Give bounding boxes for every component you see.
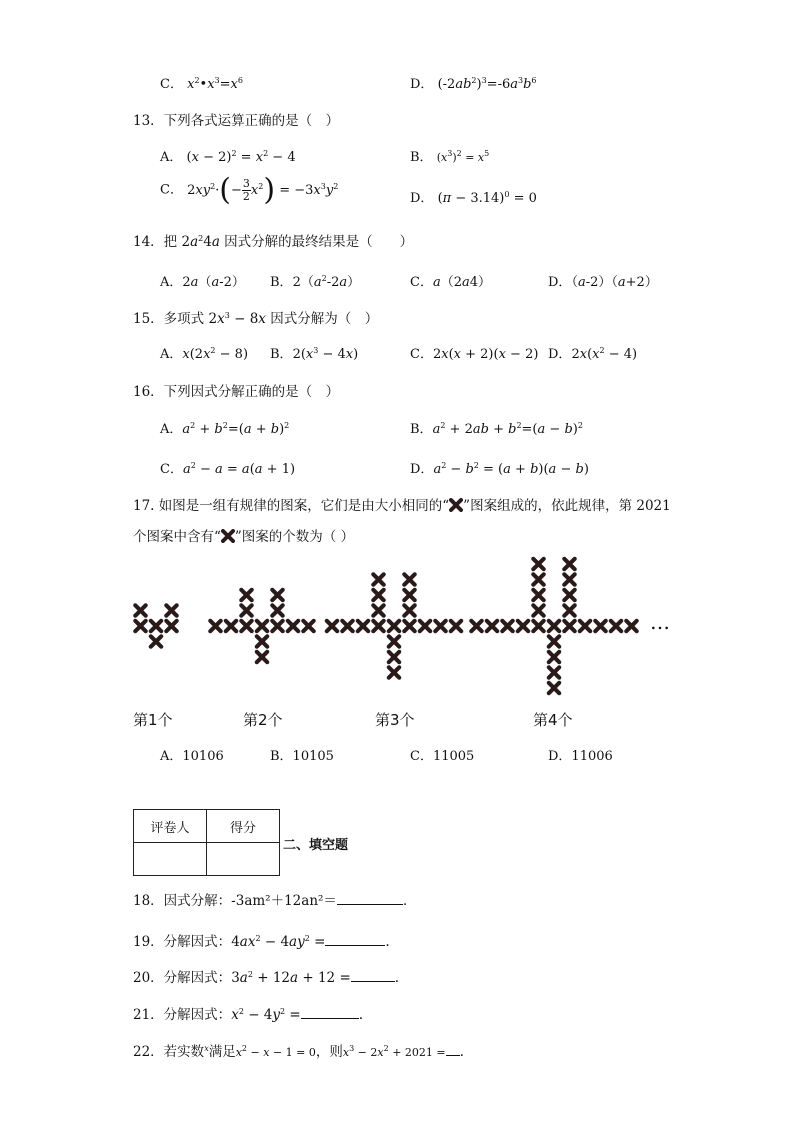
cross-mark — [358, 621, 368, 631]
question-14-stem — [133, 230, 413, 250]
stem-text: ”图案组成的，依此规律，第 2021 — [463, 498, 671, 514]
option-label: B． — [270, 347, 293, 362]
cross-mark — [564, 574, 574, 584]
q12-option-c — [160, 73, 243, 92]
cross-mark — [303, 621, 313, 631]
score-table — [133, 809, 280, 876]
q14-option-c — [410, 271, 491, 290]
cross-mark — [549, 683, 559, 693]
answer-blank[interactable] — [446, 1043, 460, 1056]
cross-mark — [518, 621, 528, 631]
option-label: B． — [410, 422, 433, 437]
q13-option-b — [410, 146, 489, 165]
math-expr: $x^2•x^3=x^6$ — [187, 76, 243, 92]
option-label: A． — [160, 422, 183, 437]
answer-blank[interactable] — [301, 1006, 359, 1019]
cross-mark — [404, 574, 414, 584]
question-13-stem: 13．下列各式运算正确的是（ ） — [133, 113, 340, 129]
option-label: D． — [548, 275, 572, 290]
math-expr: $x^3 - 2x^2 + 2021$ = — [342, 1044, 446, 1059]
math-expr: $(-2ab^2)^3=-6a^3b^6$ — [437, 76, 537, 92]
cross-mark — [373, 605, 383, 615]
cross-mark — [404, 590, 414, 600]
math-expr: $x^2 - x - 1 = 0$ — [235, 1044, 316, 1059]
cross-mark — [272, 590, 282, 600]
q14-option-a — [160, 271, 245, 290]
math-expr: $2x(x^2 - 4)$ — [571, 346, 638, 362]
option-label: B． — [410, 150, 433, 165]
math-expr: $4ax^2 - 4ay^2$ = — [231, 934, 326, 950]
reviewer-header: 评卷人 — [134, 810, 207, 843]
cross-mark — [241, 621, 251, 631]
math-expr: $a^2 + b^2=(a + b)^2$ — [182, 421, 290, 437]
option-label: A． — [160, 347, 183, 362]
cross-mark — [533, 605, 543, 615]
cross-mark — [241, 605, 251, 615]
option-label: C． — [410, 275, 433, 290]
option-label: C． — [410, 347, 433, 362]
math-expr: a（2a4） — [432, 275, 492, 290]
cross-mark — [288, 621, 298, 631]
figure-label-1: 第1个 — [133, 711, 173, 729]
figure-label-3: 第3个 — [375, 711, 415, 729]
q13-option-c — [160, 172, 339, 207]
math-expr: $(x^3)^2 = x^5$ — [436, 149, 490, 164]
stem-text: 15．多项式 — [133, 311, 209, 327]
reviewer-cell[interactable] — [134, 843, 207, 876]
math-expr: $x(2x^2 - 8)$ — [182, 346, 249, 362]
score-header: 得分 — [207, 810, 280, 843]
cross-mark — [471, 621, 481, 631]
cross-mark — [373, 621, 383, 631]
answer-blank[interactable] — [337, 892, 403, 905]
cross-mark — [549, 636, 559, 646]
cross-mark — [564, 605, 574, 615]
cross-mark — [272, 605, 282, 615]
figure-label-4: 第4个 — [533, 711, 573, 729]
cross-mark — [373, 574, 383, 584]
stem-text: . — [394, 970, 400, 986]
cross-mark — [272, 621, 282, 631]
cross-pattern-figure — [0, 545, 794, 705]
cross-icon — [221, 529, 235, 543]
stem-text: 17. 如图是一组有规律的图案，它们是由大小相同的“ — [133, 498, 450, 514]
stem-text: . — [358, 1007, 364, 1023]
math-expr: 2a（a-2） — [182, 275, 245, 290]
question-21 — [133, 1003, 363, 1023]
cross-mark — [549, 652, 559, 662]
q17-option-b: B．10105 — [270, 749, 334, 764]
q15-option-b — [270, 343, 358, 362]
cross-mark — [389, 652, 399, 662]
q15-option-a — [160, 343, 248, 362]
q16-option-d — [410, 458, 589, 477]
cross-mark — [342, 621, 352, 631]
score-cell[interactable] — [207, 843, 280, 876]
cross-mark — [257, 621, 267, 631]
question-17-stem-line1 — [133, 494, 671, 514]
answer-blank[interactable] — [325, 933, 385, 946]
q17-option-d: D．11006 — [548, 749, 613, 764]
cross-mark — [533, 559, 543, 569]
cross-mark — [435, 621, 445, 631]
q17-option-c: C．11005 — [410, 749, 475, 764]
math-expr: 2x(x + 2)(x − 2) — [432, 347, 539, 362]
option-label: A． — [160, 150, 183, 165]
math-expr: $3a^2 + 12a + 12$ = — [231, 970, 351, 986]
cross-mark — [564, 559, 574, 569]
q15-option-d — [548, 343, 637, 362]
q13-option-d — [410, 187, 537, 206]
cross-mark — [241, 590, 251, 600]
q16-option-b — [410, 418, 583, 437]
option-label: D． — [410, 77, 434, 92]
cross-mark — [373, 590, 383, 600]
math-expr: $x^2 - 4y^2$ = — [231, 1007, 301, 1023]
cross-mark — [564, 590, 574, 600]
ellipsis: … — [650, 610, 674, 634]
cross-mark — [451, 621, 461, 631]
cross-mark — [166, 621, 176, 631]
math-expr: $2(x^3 - 4x)$ — [292, 346, 359, 362]
q14-option-d — [548, 271, 658, 290]
cross-mark — [549, 621, 559, 631]
question-16-stem: 16．下列因式分解正确的是（ ） — [133, 384, 340, 400]
option-label: C． — [160, 77, 183, 92]
cross-mark — [487, 621, 497, 631]
cross-mark — [502, 621, 512, 631]
q14-option-b — [270, 271, 360, 290]
math-expr: $(\pi - 3.14)^0 = 0$ — [437, 190, 537, 206]
cross-mark — [533, 621, 543, 631]
option-label: D． — [410, 191, 434, 206]
cross-mark — [533, 590, 543, 600]
cross-mark — [580, 621, 590, 631]
math-expr: $a^2 - b^2 = (a + b)(a - b)$ — [433, 461, 589, 477]
section-title: 二、填空题 — [283, 838, 349, 853]
cross-mark — [166, 605, 176, 615]
stem-text: 14．把 — [133, 234, 182, 250]
cross-mark — [564, 621, 574, 631]
math-expr: $2a^24a$ — [181, 234, 220, 250]
cross-mark — [626, 621, 636, 631]
cross-mark — [151, 636, 161, 646]
stem-text: 个图案中含有“ — [133, 529, 221, 545]
cross-mark — [549, 667, 559, 677]
stem-text: ． — [402, 893, 417, 909]
stem-text: . — [385, 934, 390, 950]
cross-mark — [257, 636, 267, 646]
cross-mark — [389, 667, 399, 677]
stem-text: 满足 — [208, 1044, 236, 1060]
math-expr: $2xy^2\cdot(-$ $\frac{3}{2}$ $x^2) = -3x^3y^2$ — [187, 172, 339, 207]
math-expr: $a^2 - a = a(a + 1)$ — [182, 461, 296, 477]
option-label: C． — [160, 182, 183, 198]
stem-text: ”图案的个数为（ ） — [234, 529, 355, 545]
math-expr: （a-2）（a+2） — [571, 275, 658, 290]
stem-text: 18．因式分解：-3am²＋12an²＝ — [133, 893, 337, 909]
stem-text: 19．分解因式： — [133, 934, 232, 950]
stem-text: 22．若实数 — [133, 1044, 205, 1060]
cross-mark — [327, 621, 337, 631]
q15-option-c — [410, 343, 538, 362]
cross-mark — [595, 621, 605, 631]
question-20 — [133, 966, 399, 986]
math-expr: $2(a^2-2a)$ — [292, 274, 361, 290]
cross-mark — [389, 636, 399, 646]
question-19 — [133, 930, 390, 950]
option-label: B． — [270, 275, 293, 290]
q17-option-a: A．10106 — [160, 749, 224, 764]
cross-mark — [611, 621, 621, 631]
stem-text: 因式分解的最终结果是（ ） — [219, 234, 414, 250]
cross-mark — [226, 621, 236, 631]
math-expr: $(x - 2)^2 = x^2 - 4$ — [186, 149, 296, 165]
cross-mark — [151, 621, 161, 631]
q13-option-a — [160, 146, 296, 165]
cross-mark — [135, 605, 145, 615]
cross-mark — [533, 574, 543, 584]
option-label: D． — [410, 462, 434, 477]
q16-option-c — [160, 458, 295, 477]
option-label: A． — [160, 275, 183, 290]
option-label: C． — [160, 462, 183, 477]
question-15-stem — [133, 307, 378, 327]
stem-text: 21．分解因式： — [133, 1007, 232, 1023]
answer-blank[interactable] — [351, 969, 395, 982]
cross-mark — [135, 621, 145, 631]
cross-mark — [210, 621, 220, 631]
figure-label-2: 第2个 — [243, 711, 283, 729]
math-expr: $a^2 + 2ab + b^2=(a - b)^2$ — [432, 421, 583, 437]
math-expr: $2x^3 - 8x$ — [208, 311, 266, 327]
q16-option-a — [160, 418, 289, 437]
stem-text: ，则 — [315, 1044, 343, 1060]
q12-option-d — [410, 73, 537, 92]
stem-text: 20．分解因式： — [133, 970, 232, 986]
stem-text: 因式分解为（ ） — [265, 311, 379, 327]
option-label: D． — [548, 347, 572, 362]
cross-mark — [404, 605, 414, 615]
cross-icon — [449, 498, 463, 512]
cross-mark — [389, 621, 399, 631]
question-17-stem-line2 — [133, 525, 354, 545]
question-22: 22．若实数$^x$满足$x^2 - x - 1 = 0$，则$x^3 - 2x^2 + 2021$ = . — [133, 1044, 464, 1060]
cross-mark — [404, 621, 414, 631]
stem-text: . — [459, 1044, 464, 1060]
question-18 — [133, 889, 416, 909]
cross-mark — [257, 652, 267, 662]
cross-mark — [420, 621, 430, 631]
